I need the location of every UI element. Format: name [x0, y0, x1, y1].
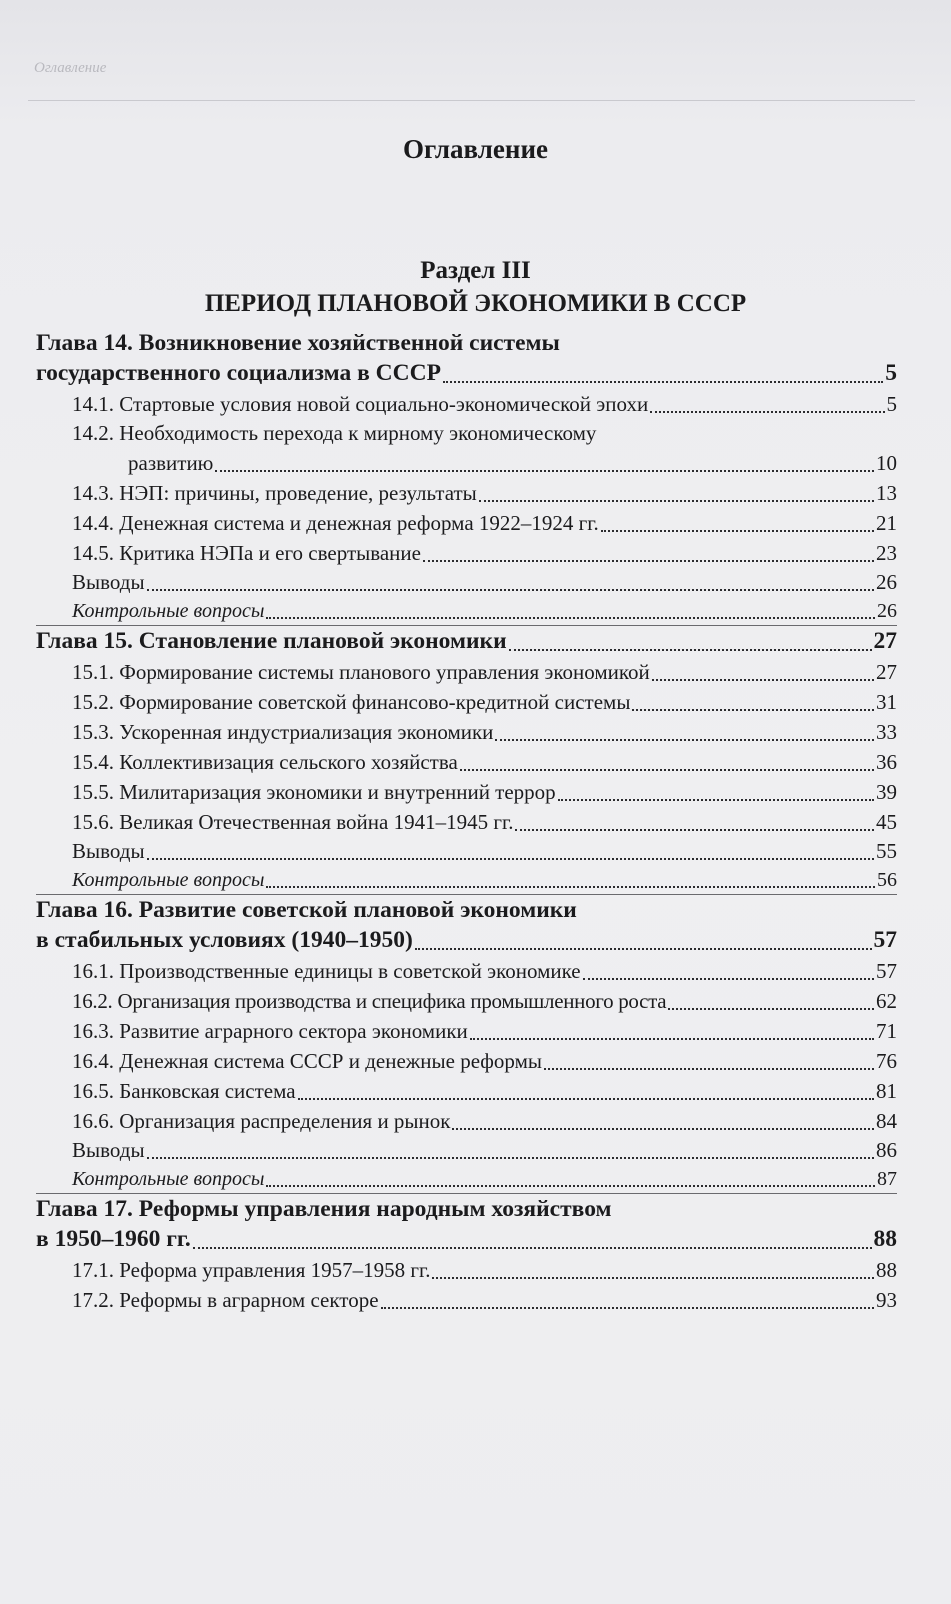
page-number: 56	[877, 869, 897, 891]
dot-leader	[381, 1307, 874, 1309]
dot-leader	[558, 799, 874, 801]
entry-title: Выводы	[72, 1138, 145, 1162]
chapter-15-heading[interactable]	[36, 625, 897, 657]
dot-leader	[443, 381, 883, 383]
page-number: 33	[876, 720, 897, 744]
toc-entry[interactable]	[36, 508, 897, 538]
toc-questions[interactable]	[36, 866, 897, 894]
dot-leader	[470, 1038, 874, 1040]
toc-entry[interactable]	[36, 687, 897, 717]
page-number: 39	[876, 780, 897, 804]
dot-leader	[423, 560, 874, 562]
toc-entry[interactable]	[36, 807, 897, 837]
dot-leader	[432, 1277, 874, 1279]
dot-leader	[147, 589, 874, 591]
entry-title: 15.6. Великая Отечественная война 1941–1945 гг.	[72, 810, 514, 834]
page-number: 62	[876, 989, 897, 1013]
toc-entry[interactable]	[36, 1255, 897, 1285]
toc-entry[interactable]	[36, 478, 897, 508]
toc-conclusions[interactable]	[36, 1136, 897, 1165]
page-number: 84	[876, 1109, 897, 1133]
entry-title: 16.3. Развитие аграрного сектора экономики	[72, 1019, 468, 1043]
dot-leader	[650, 411, 884, 413]
entry-title: Выводы	[72, 570, 145, 594]
dot-leader	[601, 530, 874, 532]
toc-conclusions[interactable]	[36, 837, 897, 866]
toc-questions[interactable]	[36, 1165, 897, 1193]
entry-title: 15.2. Формирование советской финансово-кредитной системы	[72, 690, 631, 714]
page-number: 45	[876, 810, 897, 834]
toc-entry[interactable]	[36, 538, 897, 568]
toc-entry[interactable]	[36, 747, 897, 777]
entry-title: 16.4. Денежная система СССР и денежные реформы	[72, 1049, 542, 1073]
page-number: 88	[873, 1226, 897, 1252]
toc-entry[interactable]	[36, 419, 897, 478]
entry-title: Контрольные вопросы	[72, 600, 265, 622]
page-number: 5	[886, 392, 897, 416]
page-number: 5	[885, 360, 897, 386]
entry-title: 14.1. Стартовые условия новой социально-экономической эпохи	[72, 392, 649, 416]
dot-leader	[266, 886, 875, 888]
chapter-16-heading[interactable]	[36, 894, 897, 956]
dot-leader	[495, 739, 874, 741]
page-number: 57	[873, 927, 897, 953]
entry-title: Контрольные вопросы	[72, 1168, 265, 1190]
dot-leader	[479, 500, 874, 502]
page-number: 55	[876, 839, 897, 863]
page-number: 26	[877, 600, 897, 622]
dot-leader	[652, 679, 874, 681]
dot-leader	[583, 978, 874, 980]
dot-leader	[193, 1247, 872, 1249]
page-number: 27	[876, 660, 897, 684]
entry-title: Контрольные вопросы	[72, 869, 265, 891]
chapter-title-line: Глава 16. Развитие советской плановой экономики	[36, 897, 577, 923]
page-number: 27	[873, 628, 897, 654]
toc-entry[interactable]	[36, 956, 897, 986]
toc-entry[interactable]	[36, 986, 897, 1016]
entry-title: 15.3. Ускоренная индустриализация экономики	[72, 720, 494, 744]
entry-title: 14.4. Денежная система и денежная реформа 1922–1924 гг.	[72, 511, 599, 535]
header-rule	[28, 100, 915, 101]
chapter-17-heading[interactable]	[36, 1193, 897, 1255]
toc-entry[interactable]	[36, 1285, 897, 1315]
chapter-title-line: государственного социализма в СССР	[36, 360, 441, 386]
chapter-14-heading[interactable]	[36, 328, 897, 389]
dot-leader	[147, 858, 874, 860]
dot-leader	[668, 1008, 874, 1010]
toc-questions[interactable]	[36, 597, 897, 625]
entry-title: 14.5. Критика НЭПа и его свертывание	[72, 541, 421, 565]
chapter-title-line: в 1950–1960 гг.	[36, 1226, 191, 1252]
running-head: Оглавление	[34, 60, 107, 76]
page-number: 36	[876, 750, 897, 774]
dot-leader	[298, 1098, 874, 1100]
page-number: 93	[876, 1288, 897, 1312]
chapter-title-line: Глава 17. Реформы управления народным хозяйством	[36, 1196, 612, 1222]
page-number: 57	[876, 959, 897, 983]
page-number: 87	[877, 1168, 897, 1190]
toc-entry[interactable]	[36, 717, 897, 747]
page-number: 71	[876, 1019, 897, 1043]
chapter-title-line: Глава 14. Возникновение хозяйственной системы	[36, 330, 560, 356]
page-number: 23	[876, 541, 897, 565]
entry-title: 17.2. Реформы в аграрном секторе	[72, 1288, 379, 1312]
entry-title: 14.3. НЭП: причины, проведение, результаты	[72, 481, 477, 505]
section-label: Раздел III	[420, 257, 531, 284]
toc-entry[interactable]	[36, 1016, 897, 1046]
toc-entry[interactable]	[36, 389, 897, 419]
dot-leader	[460, 769, 874, 771]
toc-conclusions[interactable]	[36, 568, 897, 597]
toc-entry[interactable]	[36, 1076, 897, 1106]
page-number: 88	[876, 1258, 897, 1282]
dot-leader	[452, 1128, 874, 1130]
entry-title: 16.2. Организация производства и специфика промышленного роста	[72, 989, 667, 1013]
chapter-title-line: в стабильных условиях (1940–1950)	[36, 927, 413, 953]
entry-title: 16.1. Производственные единицы в советской экономике	[72, 959, 581, 983]
page-number: 26	[876, 570, 897, 594]
dot-leader	[544, 1068, 874, 1070]
page-number: 31	[876, 690, 897, 714]
toc-entry[interactable]	[36, 657, 897, 687]
entry-title: 15.4. Коллективизация сельского хозяйства	[72, 750, 458, 774]
page-number: 86	[876, 1138, 897, 1162]
chapter-title-row	[36, 358, 897, 389]
section-heading	[0, 254, 951, 320]
toc-entry[interactable]	[36, 1106, 897, 1136]
page-number: 10	[876, 451, 897, 475]
dot-leader	[266, 617, 875, 619]
page-number: 81	[876, 1079, 897, 1103]
entry-title: 16.6. Организация распределения и рынок	[72, 1109, 451, 1133]
entry-title: 14.2. Необходимость перехода к мирному экономическому	[72, 421, 597, 445]
entry-title: 15.5. Милитаризация экономики и внутренний террор	[72, 780, 556, 804]
dot-leader	[215, 470, 874, 472]
chapter-title-line: Глава 15. Становление плановой экономики	[36, 628, 507, 654]
page-number: 76	[876, 1049, 897, 1073]
dot-leader	[515, 829, 874, 831]
dot-leader	[147, 1157, 874, 1159]
toc-entry[interactable]	[36, 1046, 897, 1076]
table-of-contents	[36, 328, 897, 1315]
page-number: 21	[876, 511, 897, 535]
entry-title: 15.1. Формирование системы планового управления экономикой	[72, 660, 650, 684]
entry-title: Выводы	[72, 839, 145, 863]
section-name: ПЕРИОД ПЛАНОВОЙ ЭКОНОМИКИ В СССР	[204, 290, 747, 317]
dot-leader	[509, 649, 872, 651]
dot-leader	[266, 1185, 875, 1187]
toc-entry[interactable]	[36, 777, 897, 807]
dot-leader	[632, 709, 874, 711]
entry-title-continued: развитию	[128, 451, 214, 475]
entry-title: 17.1. Реформа управления 1957–1958 гг.	[72, 1258, 431, 1282]
page-title: Оглавление	[403, 134, 548, 164]
page-number: 13	[876, 481, 897, 505]
dot-leader	[415, 948, 872, 950]
entry-title: 16.5. Банковская система	[72, 1079, 296, 1103]
